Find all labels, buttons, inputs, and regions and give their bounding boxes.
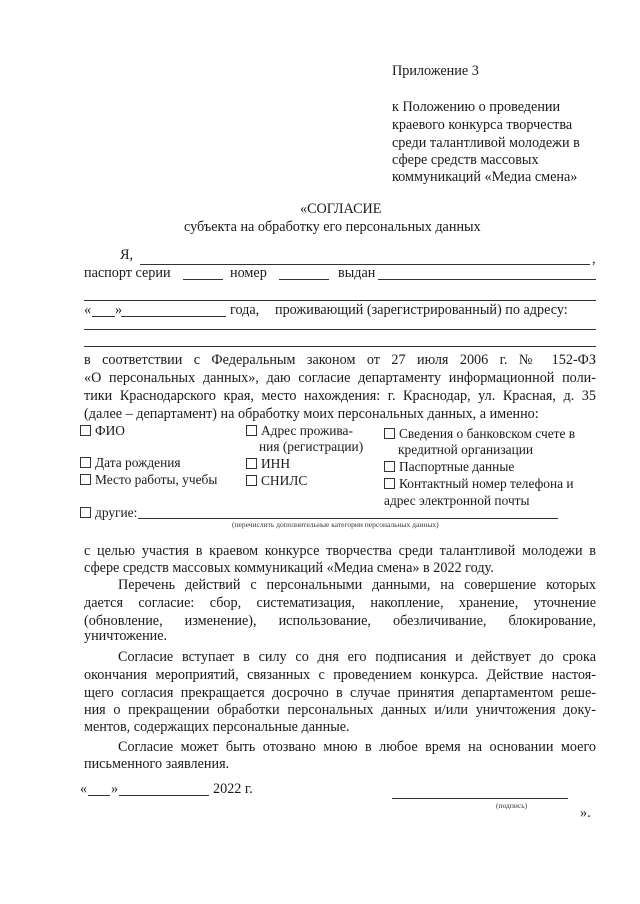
validity-line-5: ментов, содержащих персональные данные. <box>84 719 350 735</box>
purpose-line-1: с целью участия в краевом конкурсе творчества среди талантливой молодежи в <box>84 543 596 559</box>
footer-date-close: » <box>111 781 119 797</box>
validity-line-1: Согласие вступает в силу со дня его подписания и действует до срока <box>118 649 596 665</box>
other-categories-hint: (перечислить дополнительные категории персональных данных) <box>232 520 439 529</box>
label-ya: Я, <box>120 247 134 263</box>
checkbox-address-label: Адрес прожива- <box>261 423 353 438</box>
checkbox-other[interactable] <box>80 505 137 521</box>
appendix-line-2: краевого конкурса творчества <box>392 117 573 133</box>
appendix-line-4: сфере средств массовых <box>392 152 539 168</box>
purpose-line-2: сфере средств массовых коммуникаций «Медиа смена» в 2022 году. <box>84 560 494 576</box>
consent-para-line-2: «О персональных данных», даю согласие департаменту информационной поли- <box>84 370 596 386</box>
validity-line-3: щего согласия прекращается досрочно в случае принятия департаментом реше- <box>84 685 596 701</box>
validity-line-2: окончания мероприятий, связанных с проведением конкурса. Действие настоя- <box>84 667 596 683</box>
appendix-line-1: к Положению о проведении <box>392 99 561 115</box>
checkbox-bank[interactable] <box>384 426 575 442</box>
checkbox-contact[interactable] <box>384 476 574 492</box>
checkbox-snils-label: СНИЛС <box>261 473 308 488</box>
checkbox-icon <box>384 478 395 489</box>
checkbox-icon <box>80 474 91 485</box>
consent-para-line-3: тики Краснодарского края, место нахождения: г. Краснодар, ул. Красная, д. 35 <box>84 388 596 404</box>
checkbox-bank-label-2: кредитной организации <box>398 442 534 457</box>
comma: , <box>592 251 596 267</box>
footer-year: 2022 г. <box>213 781 253 797</box>
sign-day-line[interactable] <box>88 795 110 796</box>
label-year: года, <box>230 302 260 318</box>
checkbox-work[interactable] <box>80 472 217 488</box>
issue-day-line[interactable] <box>92 316 115 317</box>
checkbox-snils[interactable] <box>246 473 307 489</box>
issue-month-line[interactable] <box>121 316 226 317</box>
checkbox-address[interactable] <box>246 423 353 439</box>
checkbox-icon <box>80 507 91 518</box>
sign-month-line[interactable] <box>119 795 209 796</box>
checkbox-passport-label: Паспортные данные <box>399 459 515 474</box>
address-line-2[interactable] <box>84 346 596 347</box>
label-number: номер <box>230 265 267 281</box>
document-subtitle: субъекта на обработку его персональных данных <box>184 219 481 235</box>
appendix-line-3: среди талантливой молодежи в <box>392 135 580 151</box>
validity-line-4: ния о прекращении обработки персональных данных и/или уничтожения доку- <box>84 702 596 718</box>
label-passport-series: паспорт серии <box>84 265 171 281</box>
actions-line-1: Перечень действий с персональными данными, на совершение которых <box>118 577 596 593</box>
checkbox-fio[interactable] <box>80 423 125 439</box>
checkbox-birthdate[interactable] <box>80 455 181 471</box>
appendix-title: Приложение 3 <box>392 63 479 79</box>
passport-series-line[interactable] <box>183 279 223 280</box>
checkbox-icon <box>80 425 91 436</box>
footer-date-open: « <box>80 781 88 797</box>
checkbox-inn-label: ИНН <box>261 456 291 471</box>
checkbox-other-label: другие: <box>95 505 138 520</box>
signature-hint: (подпись) <box>496 801 528 810</box>
actions-line-4: уничтожение. <box>84 628 168 644</box>
checkbox-fio-label: ФИО <box>95 423 125 438</box>
checkbox-icon <box>246 458 257 469</box>
checkbox-birthdate-label: Дата рождения <box>95 455 181 470</box>
label-residing: проживающий (зарегистрированный) по адресу: <box>275 302 568 318</box>
checkbox-icon <box>80 457 91 468</box>
end-mark: ». <box>580 805 591 821</box>
checkbox-contact-label-2: адрес электронной почты <box>384 493 530 508</box>
appendix-line-5: коммуникаций «Медиа смена» <box>392 169 578 185</box>
checkbox-icon <box>384 428 395 439</box>
actions-line-2: дается согласие: сбор, систематизация, накопление, хранение, уточнение <box>84 595 596 611</box>
checkbox-passport[interactable] <box>384 459 514 475</box>
date-open: « <box>84 302 92 318</box>
consent-para-line-4: (далее – департамент) на обработку моих персональных данных, а именно: <box>84 406 539 422</box>
issued-by-line[interactable] <box>378 279 596 280</box>
checkbox-contact-label: Контактный номер телефона и <box>399 476 574 491</box>
address-line-1[interactable] <box>84 329 596 330</box>
passport-number-line[interactable] <box>279 279 329 280</box>
checkbox-address-label-2: ния (регистрации) <box>259 439 364 454</box>
checkbox-inn[interactable] <box>246 456 290 472</box>
checkbox-icon <box>246 425 257 436</box>
revoke-line-1: Согласие может быть отозвано мною в любое время на основании моего <box>118 739 596 755</box>
checkbox-icon <box>246 475 257 486</box>
date-close: » <box>115 302 123 318</box>
consent-para-line-1: в соответствии с Федеральным законом от 27 июля 2006 г. № 152-ФЗ <box>84 352 596 368</box>
checkbox-work-label: Место работы, учебы <box>95 472 218 487</box>
checkbox-bank-label: Сведения о банковском счете в <box>399 426 576 441</box>
label-issued: выдан <box>338 265 376 281</box>
actions-line-3: (обновление, изменение), использование, обезличивание, блокирование, <box>84 613 596 629</box>
checkbox-icon <box>384 461 395 472</box>
signature-line[interactable] <box>392 798 568 799</box>
document-title: «СОГЛАСИЕ <box>300 201 382 217</box>
revoke-line-2: письменного заявления. <box>84 756 230 772</box>
other-categories-line[interactable] <box>138 518 558 519</box>
